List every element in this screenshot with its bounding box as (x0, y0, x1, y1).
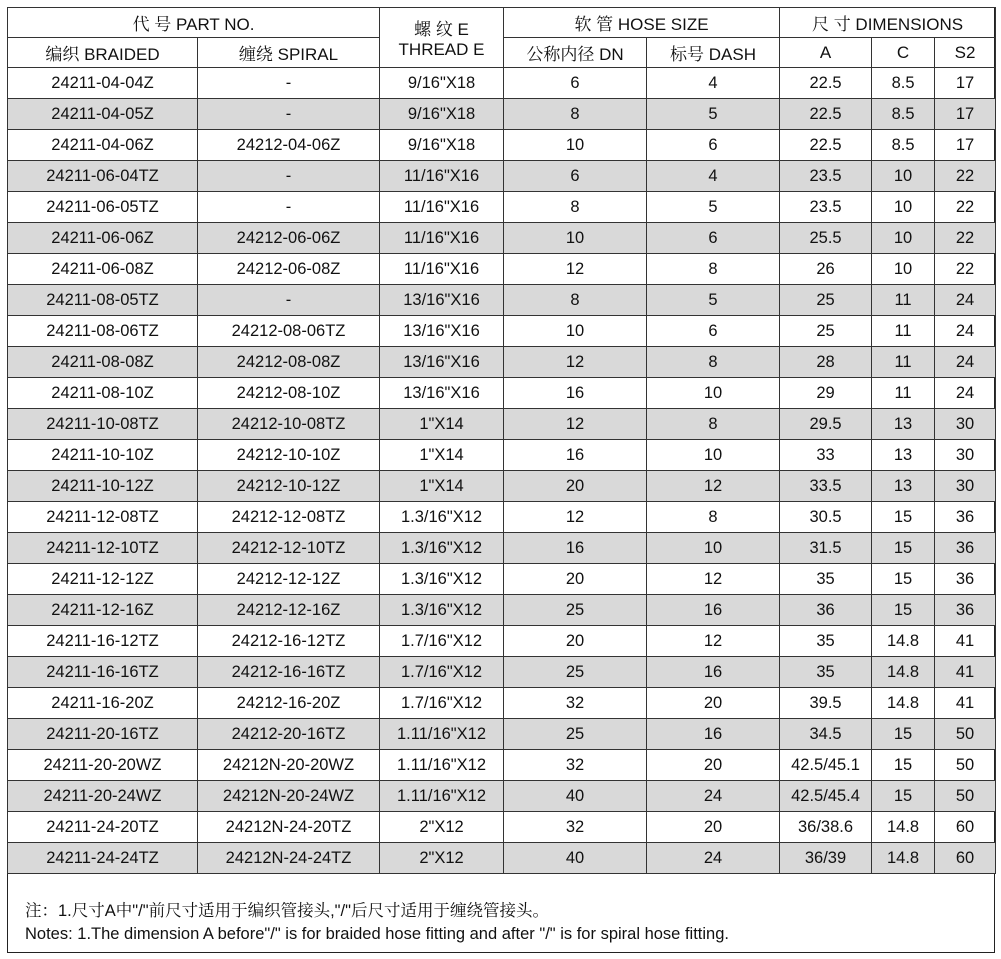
cell-thread: 11/16"X16 (380, 223, 504, 254)
cell-a: 22.5 (780, 68, 872, 99)
table-row (8, 781, 996, 812)
cell-dash: 12 (647, 471, 780, 502)
cell-dn: 12 (504, 409, 647, 440)
cell-s2: 30 (935, 409, 996, 440)
cell-c: 14.8 (872, 812, 935, 843)
cell-spiral: - (198, 285, 380, 316)
cell-c: 10 (872, 192, 935, 223)
cell-a: 25 (780, 285, 872, 316)
dim-s2-header: S2 (935, 38, 996, 68)
cell-spiral: 24212-08-10Z (198, 378, 380, 409)
cell-dash: 8 (647, 409, 780, 440)
cell-spiral: 24212-20-16TZ (198, 719, 380, 750)
cell-dn: 20 (504, 471, 647, 502)
cell-thread: 1.7/16"X12 (380, 626, 504, 657)
table-row (8, 502, 996, 533)
cell-a: 35 (780, 626, 872, 657)
cell-thread: 9/16"X18 (380, 99, 504, 130)
cell-s2: 36 (935, 564, 996, 595)
cell-spiral: 24212N-24-24TZ (198, 843, 380, 874)
cell-thread: 1"X14 (380, 440, 504, 471)
cell-c: 15 (872, 781, 935, 812)
table-row (8, 471, 996, 502)
cell-thread: 11/16"X16 (380, 161, 504, 192)
cell-c: 15 (872, 750, 935, 781)
cell-braided: 24211-16-20Z (8, 688, 198, 719)
cell-dn: 10 (504, 316, 647, 347)
cell-thread: 11/16"X16 (380, 254, 504, 285)
cell-dn: 20 (504, 564, 647, 595)
cell-dn: 16 (504, 378, 647, 409)
cell-spiral: 24212-12-08TZ (198, 502, 380, 533)
cell-a: 23.5 (780, 161, 872, 192)
fitting-spec-table (7, 7, 996, 874)
cell-dn: 32 (504, 750, 647, 781)
cell-dash: 10 (647, 440, 780, 471)
cell-a: 33 (780, 440, 872, 471)
dim-c-header: C (872, 38, 935, 68)
note-chinese: 注：1.尺寸A中"/"前尺寸适用于编织管接头,"/"后尺寸适用于缠绕管接头。 (25, 902, 549, 920)
cell-thread: 1.3/16"X12 (380, 533, 504, 564)
cell-spiral: - (198, 68, 380, 99)
cell-dash: 8 (647, 254, 780, 285)
cell-dn: 25 (504, 595, 647, 626)
cell-dash: 8 (647, 347, 780, 378)
cell-dn: 8 (504, 99, 647, 130)
cell-thread: 11/16"X16 (380, 192, 504, 223)
cell-thread: 2"X12 (380, 843, 504, 874)
cell-a: 35 (780, 657, 872, 688)
cell-a: 29.5 (780, 409, 872, 440)
cell-c: 10 (872, 254, 935, 285)
cell-dash: 10 (647, 378, 780, 409)
cell-s2: 30 (935, 471, 996, 502)
cell-s2: 24 (935, 316, 996, 347)
cell-dash: 24 (647, 843, 780, 874)
cell-dn: 16 (504, 533, 647, 564)
cell-braided: 24211-06-06Z (8, 223, 198, 254)
cell-a: 29 (780, 378, 872, 409)
cell-braided: 24211-12-10TZ (8, 533, 198, 564)
cell-thread: 1.11/16"X12 (380, 719, 504, 750)
cell-braided: 24211-06-05TZ (8, 192, 198, 223)
cell-thread: 1.7/16"X12 (380, 657, 504, 688)
cell-a: 36/39 (780, 843, 872, 874)
cell-thread: 1.3/16"X12 (380, 595, 504, 626)
cell-a: 31.5 (780, 533, 872, 564)
cell-thread: 1.3/16"X12 (380, 502, 504, 533)
dash-header: 标号 DASH (647, 38, 780, 68)
cell-dash: 16 (647, 657, 780, 688)
cell-a: 42.5/45.4 (780, 781, 872, 812)
cell-dn: 8 (504, 285, 647, 316)
dn-header: 公称内径 DN (504, 38, 647, 68)
cell-dn: 6 (504, 161, 647, 192)
dimensions-header: 尺 寸 DIMENSIONS (780, 8, 996, 38)
cell-c: 10 (872, 161, 935, 192)
cell-thread: 13/16"X16 (380, 378, 504, 409)
cell-thread: 2"X12 (380, 812, 504, 843)
cell-s2: 24 (935, 347, 996, 378)
table-row (8, 409, 996, 440)
cell-braided: 24211-04-06Z (8, 130, 198, 161)
cell-a: 36 (780, 595, 872, 626)
table-row (8, 564, 996, 595)
braided-header: 编织 BRAIDED (8, 38, 198, 68)
cell-s2: 41 (935, 688, 996, 719)
cell-dn: 40 (504, 843, 647, 874)
cell-s2: 17 (935, 130, 996, 161)
cell-spiral: 24212-04-06Z (198, 130, 380, 161)
table-row (8, 161, 996, 192)
table-row (8, 440, 996, 471)
cell-spiral: 24212N-20-20WZ (198, 750, 380, 781)
cell-a: 39.5 (780, 688, 872, 719)
spiral-header: 缠绕 SPIRAL (198, 38, 380, 68)
table-row (8, 812, 996, 843)
thread-header-cn: 螺 纹 E (414, 20, 469, 39)
table-row (8, 533, 996, 564)
cell-s2: 36 (935, 502, 996, 533)
cell-dn: 12 (504, 254, 647, 285)
cell-dash: 4 (647, 161, 780, 192)
cell-thread: 9/16"X18 (380, 130, 504, 161)
cell-braided: 24211-06-04TZ (8, 161, 198, 192)
cell-c: 14.8 (872, 843, 935, 874)
cell-dash: 20 (647, 812, 780, 843)
cell-a: 28 (780, 347, 872, 378)
cell-braided: 24211-12-08TZ (8, 502, 198, 533)
cell-spiral: - (198, 161, 380, 192)
cell-a: 33.5 (780, 471, 872, 502)
cell-thread: 1.11/16"X12 (380, 781, 504, 812)
cell-c: 15 (872, 533, 935, 564)
cell-a: 30.5 (780, 502, 872, 533)
table-row (8, 68, 996, 99)
cell-spiral: - (198, 99, 380, 130)
cell-thread: 13/16"X16 (380, 347, 504, 378)
cell-dn: 8 (504, 192, 647, 223)
table-row (8, 843, 996, 874)
cell-dash: 16 (647, 595, 780, 626)
cell-braided: 24211-24-24TZ (8, 843, 198, 874)
cell-braided: 24211-24-20TZ (8, 812, 198, 843)
cell-c: 13 (872, 409, 935, 440)
cell-c: 15 (872, 502, 935, 533)
cell-c: 11 (872, 316, 935, 347)
cell-a: 36/38.6 (780, 812, 872, 843)
cell-braided: 24211-04-05Z (8, 99, 198, 130)
cell-a: 35 (780, 564, 872, 595)
cell-dn: 12 (504, 347, 647, 378)
cell-c: 11 (872, 347, 935, 378)
table-row (8, 285, 996, 316)
cell-braided: 24211-20-24WZ (8, 781, 198, 812)
table-body (8, 68, 996, 874)
cell-c: 8.5 (872, 99, 935, 130)
cell-s2: 36 (935, 595, 996, 626)
cell-braided: 24211-04-04Z (8, 68, 198, 99)
cell-c: 14.8 (872, 657, 935, 688)
note-english: Notes: 1.The dimension A before"/" is for braided hose fitting and after "/" is for spiral hose fitting. (25, 925, 729, 943)
cell-braided: 24211-16-16TZ (8, 657, 198, 688)
cell-spiral: 24212-10-12Z (198, 471, 380, 502)
table-row (8, 657, 996, 688)
cell-braided: 24211-10-08TZ (8, 409, 198, 440)
cell-thread: 13/16"X16 (380, 285, 504, 316)
cell-dn: 40 (504, 781, 647, 812)
cell-dash: 16 (647, 719, 780, 750)
cell-spiral: 24212N-24-20TZ (198, 812, 380, 843)
cell-dash: 12 (647, 626, 780, 657)
cell-thread: 1.11/16"X12 (380, 750, 504, 781)
cell-a: 22.5 (780, 130, 872, 161)
table-row (8, 192, 996, 223)
cell-spiral: 24212-12-10TZ (198, 533, 380, 564)
spec-sheet (7, 7, 995, 953)
table-row (8, 254, 996, 285)
cell-c: 8.5 (872, 130, 935, 161)
cell-dash: 5 (647, 99, 780, 130)
cell-c: 14.8 (872, 626, 935, 657)
cell-c: 14.8 (872, 688, 935, 719)
cell-spiral: - (198, 192, 380, 223)
cell-dn: 20 (504, 626, 647, 657)
cell-s2: 41 (935, 657, 996, 688)
cell-braided: 24211-12-12Z (8, 564, 198, 595)
cell-a: 25.5 (780, 223, 872, 254)
cell-dash: 5 (647, 192, 780, 223)
cell-braided: 24211-20-16TZ (8, 719, 198, 750)
cell-dn: 25 (504, 657, 647, 688)
cell-braided: 24211-08-10Z (8, 378, 198, 409)
cell-dn: 6 (504, 68, 647, 99)
table-row (8, 688, 996, 719)
table-row (8, 223, 996, 254)
cell-a: 22.5 (780, 99, 872, 130)
cell-thread: 1.3/16"X12 (380, 564, 504, 595)
cell-braided: 24211-10-10Z (8, 440, 198, 471)
cell-spiral: 24212-08-06TZ (198, 316, 380, 347)
cell-s2: 17 (935, 68, 996, 99)
table-row (8, 378, 996, 409)
cell-dn: 16 (504, 440, 647, 471)
cell-braided: 24211-08-05TZ (8, 285, 198, 316)
cell-dn: 10 (504, 130, 647, 161)
cell-dn: 32 (504, 688, 647, 719)
cell-spiral: 24212-16-12TZ (198, 626, 380, 657)
cell-c: 15 (872, 719, 935, 750)
cell-braided: 24211-16-12TZ (8, 626, 198, 657)
cell-dash: 6 (647, 316, 780, 347)
cell-s2: 24 (935, 285, 996, 316)
cell-dash: 20 (647, 750, 780, 781)
cell-spiral: 24212-10-08TZ (198, 409, 380, 440)
hose-size-header: 软 管 HOSE SIZE (504, 8, 780, 38)
cell-s2: 60 (935, 843, 996, 874)
cell-dn: 32 (504, 812, 647, 843)
cell-s2: 22 (935, 192, 996, 223)
cell-s2: 24 (935, 378, 996, 409)
cell-braided: 24211-12-16Z (8, 595, 198, 626)
cell-dash: 20 (647, 688, 780, 719)
cell-spiral: 24212-12-16Z (198, 595, 380, 626)
table-row (8, 347, 996, 378)
cell-s2: 36 (935, 533, 996, 564)
thread-header (380, 8, 504, 68)
cell-dash: 6 (647, 223, 780, 254)
cell-c: 15 (872, 595, 935, 626)
cell-spiral: 24212-16-20Z (198, 688, 380, 719)
cell-a: 34.5 (780, 719, 872, 750)
cell-c: 10 (872, 223, 935, 254)
thread-header-en: THREAD E (398, 40, 485, 59)
cell-spiral: 24212-08-08Z (198, 347, 380, 378)
cell-thread: 9/16"X18 (380, 68, 504, 99)
cell-spiral: 24212-16-16TZ (198, 657, 380, 688)
cell-s2: 50 (935, 719, 996, 750)
cell-dn: 25 (504, 719, 647, 750)
cell-braided: 24211-20-20WZ (8, 750, 198, 781)
cell-s2: 22 (935, 223, 996, 254)
dim-a-header: A (780, 38, 872, 68)
cell-c: 11 (872, 285, 935, 316)
cell-thread: 1"X14 (380, 409, 504, 440)
table-row (8, 750, 996, 781)
cell-a: 25 (780, 316, 872, 347)
cell-dn: 12 (504, 502, 647, 533)
cell-dn: 10 (504, 223, 647, 254)
cell-c: 13 (872, 471, 935, 502)
cell-thread: 13/16"X16 (380, 316, 504, 347)
cell-braided: 24211-10-12Z (8, 471, 198, 502)
cell-a: 26 (780, 254, 872, 285)
cell-dash: 6 (647, 130, 780, 161)
cell-c: 8.5 (872, 68, 935, 99)
cell-dash: 8 (647, 502, 780, 533)
cell-s2: 60 (935, 812, 996, 843)
cell-s2: 17 (935, 99, 996, 130)
table-row (8, 719, 996, 750)
cell-dash: 10 (647, 533, 780, 564)
cell-spiral: 24212-06-08Z (198, 254, 380, 285)
cell-spiral: 24212-06-06Z (198, 223, 380, 254)
table-row (8, 595, 996, 626)
cell-c: 15 (872, 564, 935, 595)
cell-c: 11 (872, 378, 935, 409)
cell-s2: 41 (935, 626, 996, 657)
cell-spiral: 24212-10-10Z (198, 440, 380, 471)
cell-spiral: 24212N-20-24WZ (198, 781, 380, 812)
cell-spiral: 24212-12-12Z (198, 564, 380, 595)
table-row (8, 316, 996, 347)
cell-dash: 4 (647, 68, 780, 99)
table-row (8, 99, 996, 130)
cell-s2: 50 (935, 781, 996, 812)
cell-dash: 24 (647, 781, 780, 812)
cell-dash: 12 (647, 564, 780, 595)
cell-s2: 50 (935, 750, 996, 781)
cell-s2: 22 (935, 161, 996, 192)
cell-a: 42.5/45.1 (780, 750, 872, 781)
table-row (8, 130, 996, 161)
part-no-header: 代 号 PART NO. (8, 8, 380, 38)
cell-s2: 30 (935, 440, 996, 471)
table-row (8, 626, 996, 657)
cell-thread: 1.7/16"X12 (380, 688, 504, 719)
cell-a: 23.5 (780, 192, 872, 223)
cell-c: 13 (872, 440, 935, 471)
notes-section (8, 874, 996, 954)
cell-braided: 24211-08-08Z (8, 347, 198, 378)
cell-s2: 22 (935, 254, 996, 285)
cell-dash: 5 (647, 285, 780, 316)
cell-braided: 24211-06-08Z (8, 254, 198, 285)
cell-braided: 24211-08-06TZ (8, 316, 198, 347)
cell-thread: 1"X14 (380, 471, 504, 502)
